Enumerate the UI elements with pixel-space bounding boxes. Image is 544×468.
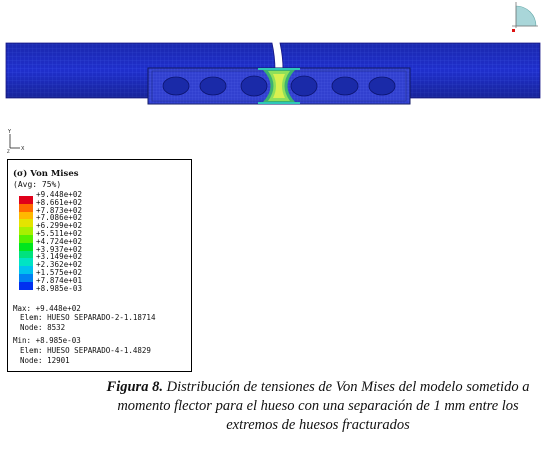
coordinate-axis-triad <box>6 128 30 154</box>
legend-swatch <box>19 235 33 243</box>
legend-value: +3.937e+02 <box>36 244 83 254</box>
legend-value: +8.985e-03 <box>36 283 83 293</box>
legend-title: (σ) Von Mises <box>13 169 79 179</box>
legend-value: +2.362e+02 <box>36 260 83 270</box>
legend-swatch <box>19 266 33 274</box>
legend-averaging: (Avg: 75%) <box>13 180 62 189</box>
legend-swatch <box>19 212 33 220</box>
axis-y-label: Y <box>8 129 12 135</box>
fem-model-view <box>0 40 544 140</box>
view-orientation-triad <box>506 2 542 38</box>
legend-swatch <box>19 251 33 259</box>
screw-hole <box>332 77 358 95</box>
legend-value: +8.661e+02 <box>36 197 83 207</box>
axis-z-label: Z <box>7 149 10 154</box>
min-node: Node: 12901 <box>20 356 70 365</box>
min-label: Min: +8.985e-03 <box>13 336 81 345</box>
figure-label: Figura 8. <box>106 379 163 395</box>
legend-swatch <box>19 282 33 290</box>
legend-value: +5.511e+02 <box>36 228 83 238</box>
von-mises-legend <box>7 159 192 372</box>
legend-value: +1.575e+02 <box>36 267 83 277</box>
legend-swatch <box>19 196 33 204</box>
figure-caption <box>98 378 538 435</box>
legend-value: +3.149e+02 <box>36 252 83 262</box>
max-label: Max: +9.448e+02 <box>13 304 81 313</box>
legend-value: +6.299e+02 <box>36 221 83 231</box>
legend-color-bar <box>19 196 33 290</box>
legend-value: +4.724e+02 <box>36 236 83 246</box>
figure-caption-text: Distribución de tensiones de Von Mises del modelo sometido a momento flector para el hueso con una separación de 1 mm entre los extremos de huesos fracturados <box>117 379 530 433</box>
screw-hole <box>163 77 189 95</box>
screw-hole <box>241 76 267 96</box>
min-element: Elem: HUESO SEPARADO-4-1.4829 <box>20 346 151 355</box>
screw-hole <box>369 77 395 95</box>
legend-values <box>36 191 82 292</box>
legend-swatch <box>19 258 33 266</box>
legend-swatch <box>19 227 33 235</box>
legend-swatch <box>19 219 33 227</box>
legend-value: +7.873e+02 <box>36 205 83 215</box>
legend-swatch <box>19 274 33 282</box>
legend-value: +9.448e+02 <box>36 190 83 199</box>
legend-value: +7.874e+01 <box>36 275 83 285</box>
screw-hole <box>200 77 226 95</box>
origin-marker <box>512 29 515 32</box>
max-element: Elem: HUESO SEPARADO-2-1.18714 <box>20 313 156 322</box>
legend-value: +7.086e+02 <box>36 213 83 223</box>
legend-swatch <box>19 204 33 212</box>
legend-swatch <box>19 243 33 251</box>
screw-hole <box>291 76 317 96</box>
axis-x-label: X <box>21 146 25 152</box>
max-node: Node: 8532 <box>20 323 66 332</box>
